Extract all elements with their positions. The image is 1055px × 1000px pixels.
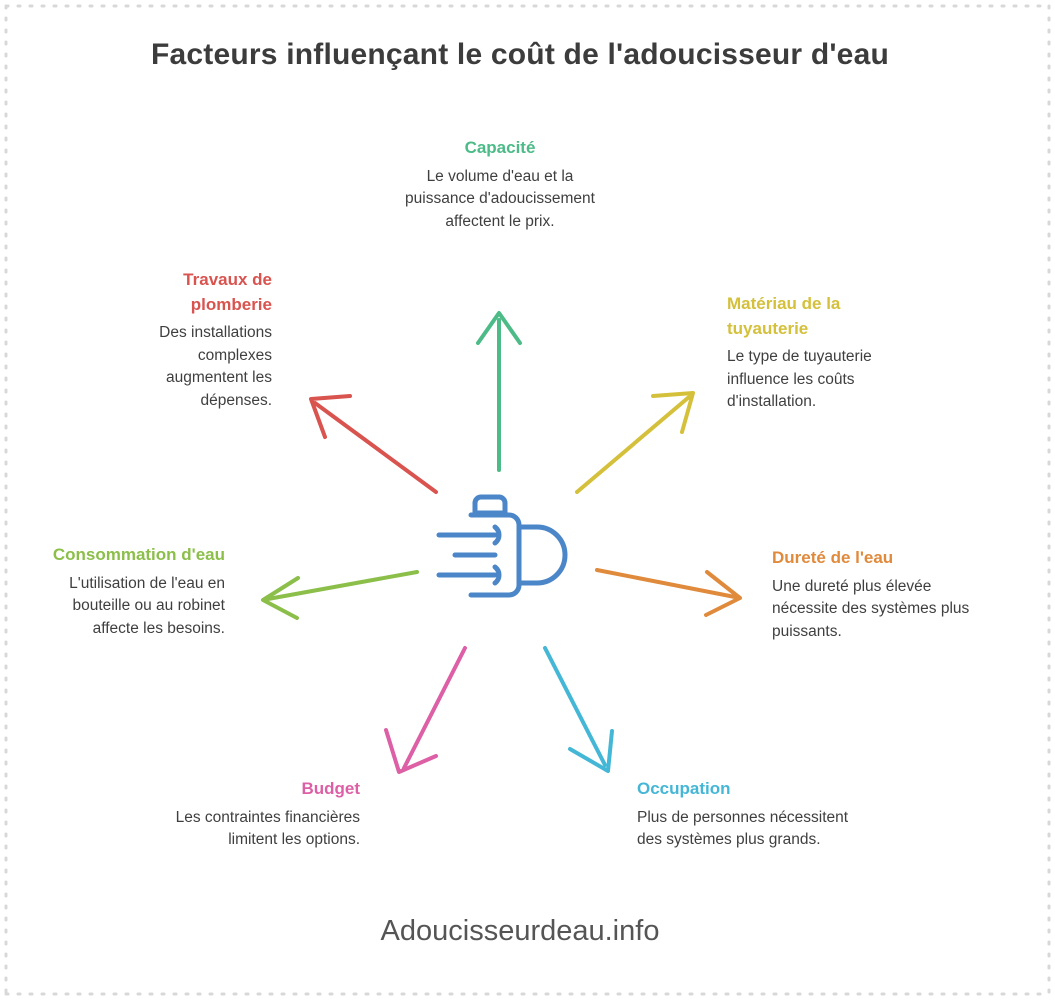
node-occupation: [637, 777, 852, 852]
node-capacite-desc: Le volume d'eau et la puissance d'adoucissement affectent le prix.: [405, 167, 595, 230]
node-durete-title: Dureté de l'eau: [772, 548, 894, 567]
site-footer: Adoucisseurdeau.info: [380, 915, 660, 947]
node-durete: [772, 546, 972, 643]
node-materiau-desc: Le type de tuyauterie influence les coûts d'installation.: [727, 348, 872, 411]
node-travaux-desc: Des installations complexes augmentent les dépenses.: [159, 324, 272, 409]
arrow-durete: [597, 570, 740, 615]
water-softener-icon: [425, 475, 585, 620]
node-travaux-title: Travaux de plomberie: [183, 270, 272, 314]
node-budget-title: Budget: [301, 779, 360, 798]
node-budget: [165, 777, 360, 852]
node-materiau-title: Matériau de la tuyauterie: [727, 294, 841, 338]
node-materiau: [727, 292, 922, 414]
arrow-materiau: [577, 393, 693, 492]
arrow-occupation: [545, 648, 612, 771]
node-occupation-desc: Plus de personnes nécessitent des systèmes plus grands.: [637, 808, 849, 849]
node-durete-desc: Une dureté plus élevée nécessite des systèmes plus puissants.: [772, 577, 970, 640]
node-travaux: [112, 268, 272, 412]
arrow-consommation: [263, 572, 417, 618]
arrow-travaux: [311, 396, 436, 492]
node-consommation-title: Consommation d'eau: [52, 545, 225, 564]
page-title: Facteurs influençant le coût de l'adoucisseur d'eau: [151, 38, 889, 71]
arrow-capacite: [478, 313, 520, 470]
arrow-budget: [386, 648, 465, 772]
node-occupation-title: Occupation: [637, 779, 731, 798]
node-consommation-desc: L'utilisation de l'eau en bouteille ou au robinet affecte les besoins.: [69, 574, 225, 637]
node-budget-desc: Les contraintes financières limitent les options.: [175, 808, 360, 849]
node-capacite-title: Capacité: [464, 138, 536, 157]
node-consommation: [30, 543, 225, 640]
node-capacite: [400, 136, 600, 233]
